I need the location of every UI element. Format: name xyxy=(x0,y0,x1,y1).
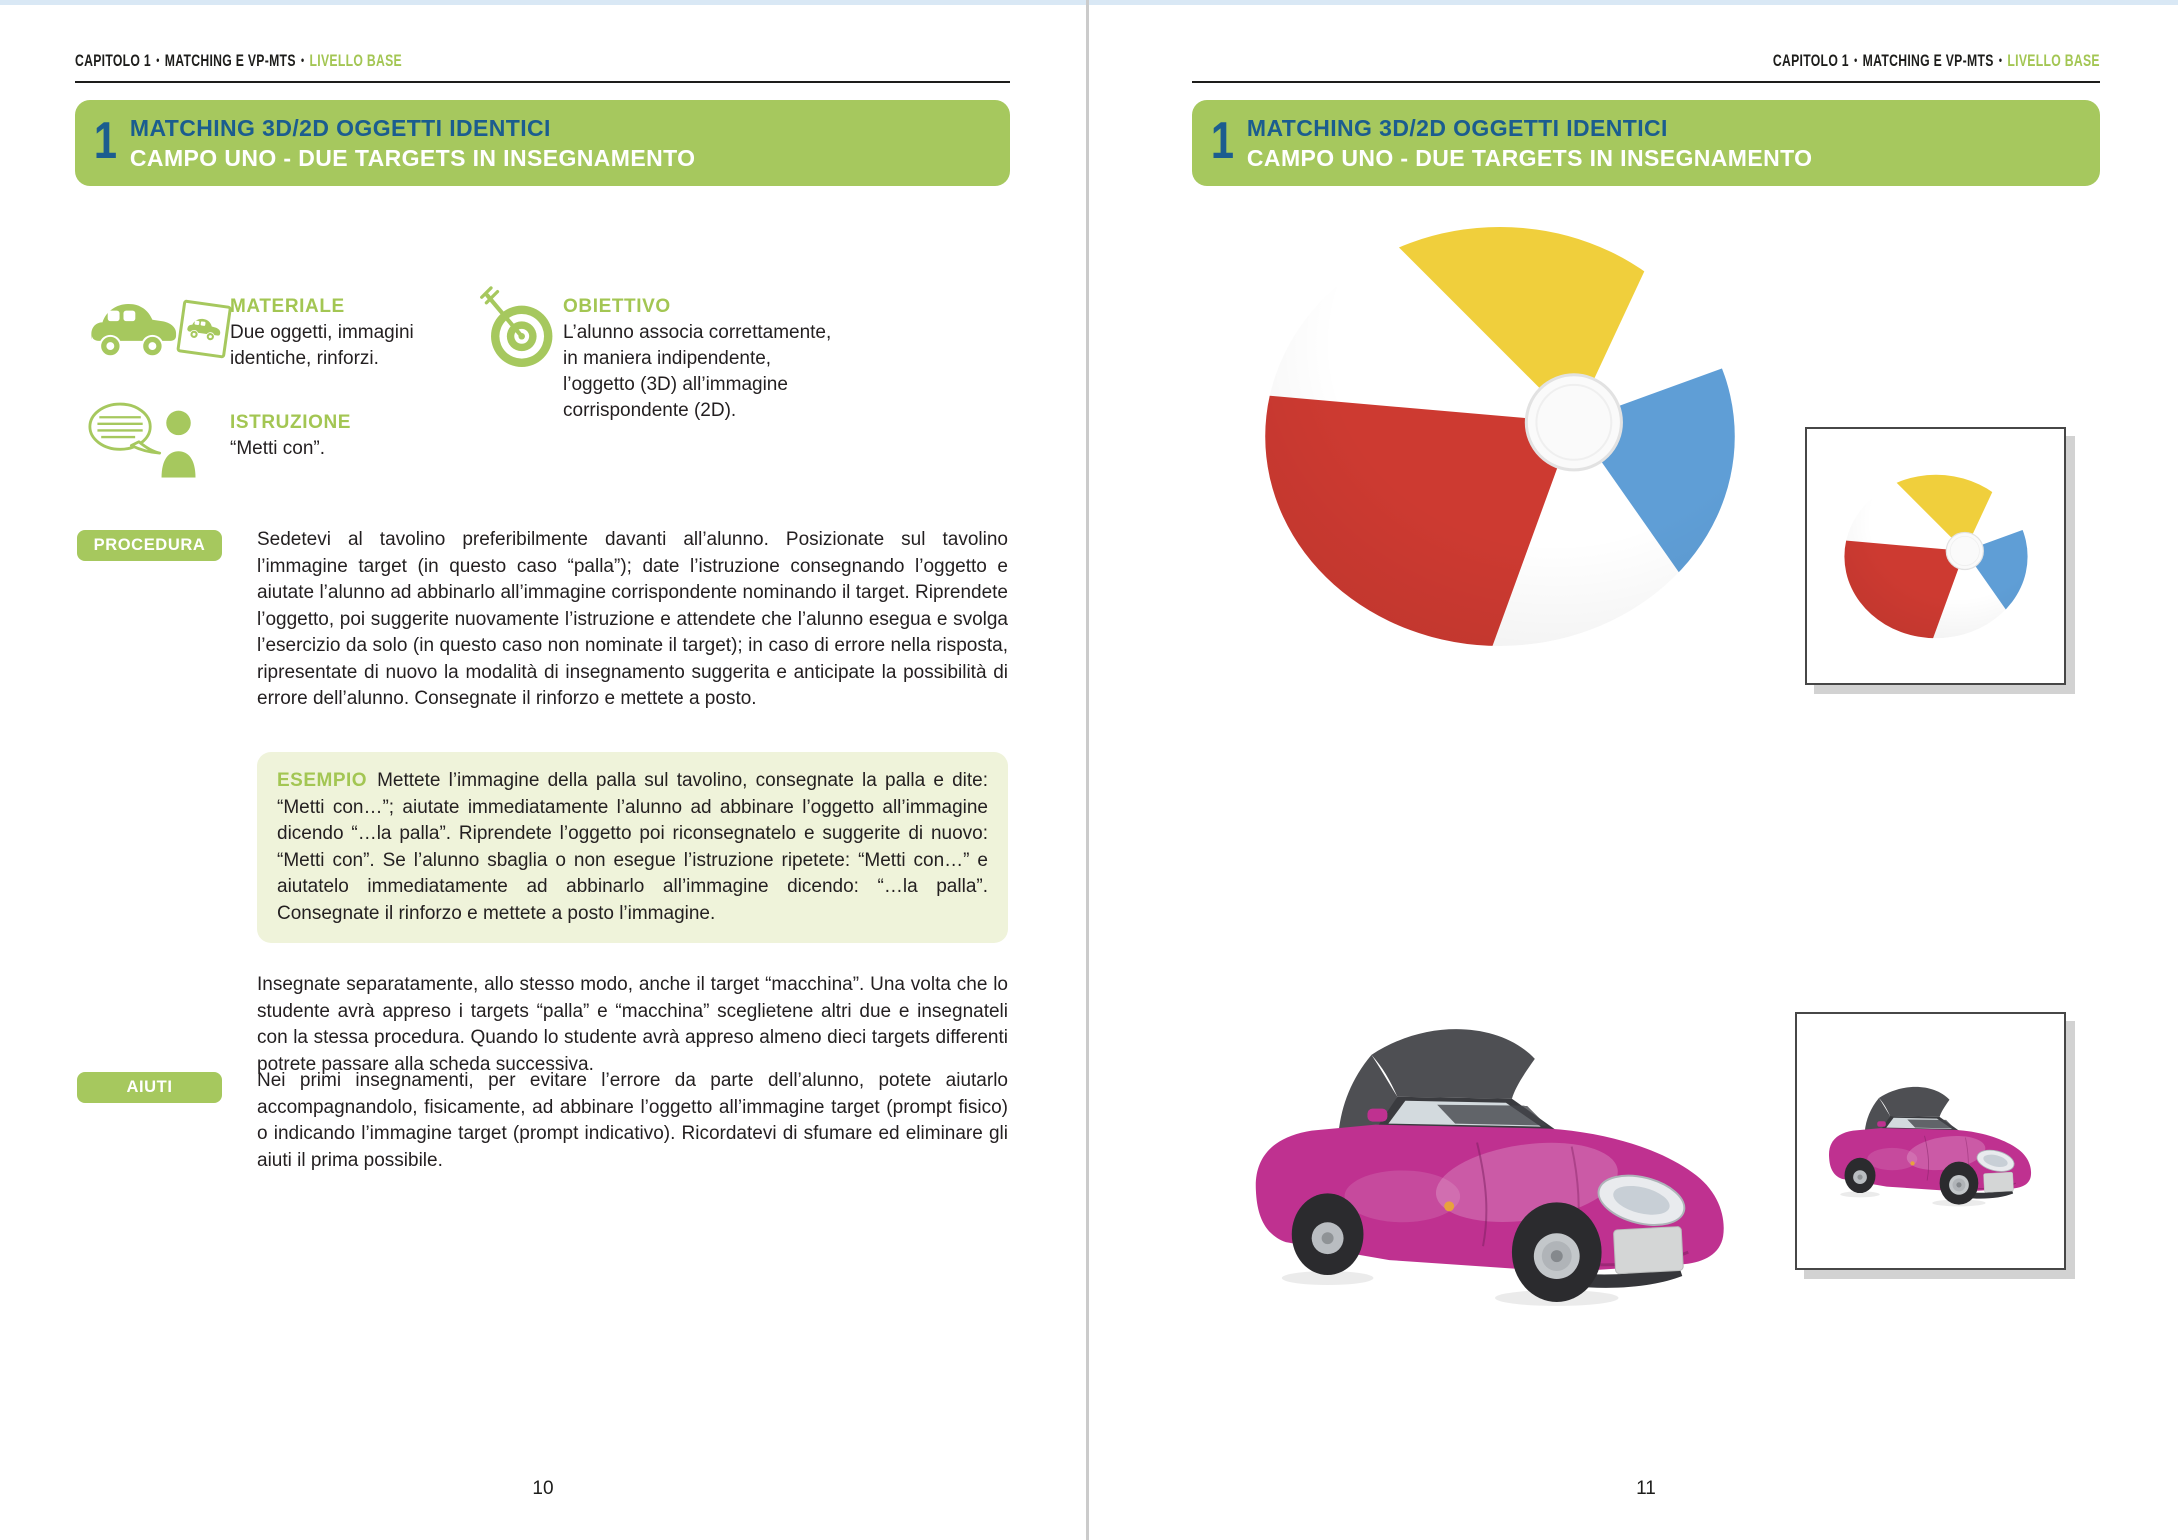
running-header-right xyxy=(1658,52,2100,71)
exercise-title-line1: MATCHING 3D/2D OGGETTI IDENTICI xyxy=(1246,115,1668,141)
istruzione-label: ISTRUZIONE xyxy=(230,412,352,433)
esempio-box xyxy=(257,752,1008,943)
beach-ball-photo xyxy=(1262,225,1738,648)
beach-ball-card-photo xyxy=(1843,474,2029,639)
exercise-title-line2: CAMPO UNO - DUE TARGETS IN INSEGNAMENTO xyxy=(129,145,696,171)
follow-up-paragraph: Insegnate separatamente, allo stesso modo, anche il target “macchina”. Una volta che lo studente avrà appreso i targets “palla” e “macchina” sceglietene altri due e insegnateli con la stessa procedura. Quando lo studente avrà appreso almeno dieci targets differenti potrete passare alla scheda successiva. xyxy=(257,974,1008,1075)
pink-car-card xyxy=(1795,1012,2066,1270)
top-edge-strip xyxy=(0,0,2178,5)
beach-ball-card xyxy=(1805,427,2066,685)
istruzione-text: “Metti con”. xyxy=(230,438,326,459)
materiale-section xyxy=(230,296,450,372)
toy-car-icon xyxy=(88,298,180,360)
chapter-label: CAPITOLO 1 xyxy=(1773,52,1850,70)
page-number-left: 10 xyxy=(532,1478,554,1499)
chapter-label: CAPITOLO 1 xyxy=(75,52,152,70)
obiettivo-label: OBIETTIVO xyxy=(563,296,671,317)
obiettivo-section xyxy=(563,296,848,424)
materiale-text: Due oggetti, immagini identiche, rinforzi. xyxy=(230,322,414,369)
istruzione-section xyxy=(230,412,460,462)
procedura-text: Sedetevi al tavolino preferibilmente davanti all’alunno. Posizionate sul tavolino l’immagine target (in questo caso “palla”); date l’istruzione consegnando l’oggetto e aiutate l’alunno ad abbinarlo all’immagine corrispondente nominando il target. Riprendete l’oggetto, poi suggerite nuovamente l’istruzione e attendete che l’alunno esegua e svolga l’esercizio da solo (in questo caso non nominate il target); in caso di errore nella risposta, ripresentate di nuovo la modalità di insegnamento suggerita e anticipate la possibilità di errore dell’alunno. Consegnate il rinforzo e mettete a posto. xyxy=(257,529,1008,709)
photo-card-icon xyxy=(174,297,234,364)
speech-bubble-person-icon xyxy=(88,398,220,478)
chapter-banner-left xyxy=(75,100,1010,186)
pink-car-card-photo xyxy=(1817,1072,2045,1210)
aiuti-text: Nei primi insegnamenti, per evitare l’errore da parte dell’alunno, potete aiutarlo accompagnandolo, fisicamente, ad abbinare l’oggetto all’immagine target (prompt fisico) o indicando l’immagine target (prompt indicativo). Ricordatevi di sfumare ed eliminare gli aiuti il prima possibile. xyxy=(257,1070,1008,1171)
chapter-banner-right xyxy=(1192,100,2100,186)
header-rule-left xyxy=(75,81,1010,83)
pink-car-photo xyxy=(1228,995,1756,1314)
exercise-number: 1 xyxy=(1210,112,1235,170)
level-label: LIVELLO BASE xyxy=(309,52,402,70)
exercise-title-line1: MATCHING 3D/2D OGGETTI IDENTICI xyxy=(129,115,551,141)
page-gutter-divider xyxy=(1086,0,1089,1540)
book-title-label: MATCHING E VP-MTS xyxy=(1862,52,1994,70)
separator-dot: • xyxy=(1854,53,1858,67)
exercise-title-line2: CAMPO UNO - DUE TARGETS IN INSEGNAMENTO xyxy=(1246,145,1813,171)
esempio-label: ESEMPIO xyxy=(277,770,368,791)
exercise-number: 1 xyxy=(93,112,118,170)
materiale-label: MATERIALE xyxy=(230,296,345,317)
separator-dot: • xyxy=(1998,53,2003,67)
procedura-badge: PROCEDURA xyxy=(77,530,222,561)
esempio-text: Mettete l’immagine della palla sul tavolino, consegnate la palla e dite: “Metti con…”; aiutate immediatamente l’alunno ad abbinare l’oggetto all’immagine dicendo “…la palla”. Riprendete l’oggetto poi riconsegnatelo e suggerite di nuovo: “Metti con”. Se l’alunno sbaglia o non esegue l’istruzione ripetete: “Metti con…” e aiutatelo immediatamente ad abbinarlo all’immagine dicendo: “…la palla”. Consegnate il rinforzo e mettete a posto l’immagine. xyxy=(277,770,988,924)
level-label: LIVELLO BASE xyxy=(2007,52,2100,70)
header-rule-right xyxy=(1192,81,2100,83)
aiuti-badge: AIUTI xyxy=(77,1072,222,1103)
book-title-label: MATCHING E VP-MTS xyxy=(164,52,296,70)
obiettivo-text: L’alunno associa correttamente, in maniera indipendente, l’oggetto (3D) all’immagine corrispondente (2D). xyxy=(563,322,832,421)
page-number-right: 11 xyxy=(1636,1478,1656,1499)
target-icon xyxy=(478,284,558,370)
running-header-left xyxy=(75,52,517,71)
separator-dot: • xyxy=(300,53,305,67)
separator-dot: • xyxy=(156,53,160,67)
